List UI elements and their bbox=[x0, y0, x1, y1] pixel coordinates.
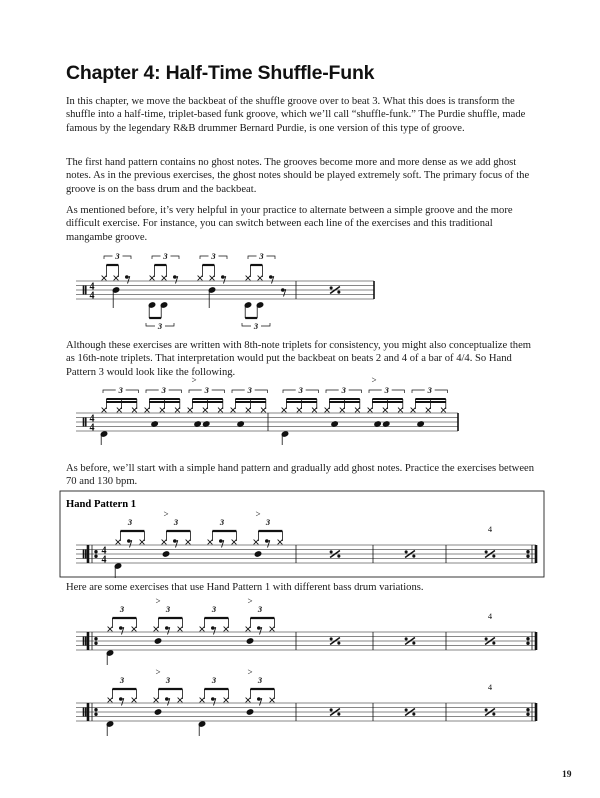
eighth-rest bbox=[212, 627, 216, 635]
accent-mark: > bbox=[371, 375, 377, 385]
tuplet-number: 3 bbox=[157, 321, 163, 332]
staff bbox=[76, 545, 536, 563]
eighth-rest bbox=[258, 627, 262, 635]
tuplet-number: 3 bbox=[211, 604, 217, 614]
time-signature-top: 4 bbox=[89, 413, 95, 425]
tuplet-number: 3 bbox=[165, 604, 171, 614]
time-signature-top: 4 bbox=[101, 545, 107, 557]
cymbal-note-head bbox=[132, 408, 137, 413]
cymbal-note-head bbox=[312, 408, 317, 413]
cymbal-note-head bbox=[398, 408, 403, 413]
snare-drum-note bbox=[246, 709, 253, 715]
accent-mark: > bbox=[247, 667, 253, 677]
paragraph-16th-note-triplets: Although these exercises are written with 8th-note triplets for consistency, you might also conceptualize them as 16th-note triplets. That interpretation would put the backbeat on beats 2 and 4 of a bar of 4/4. So Hand Pattern 3 would look like the following. bbox=[66, 340, 532, 378]
cymbal-note-head bbox=[231, 408, 236, 413]
cymbal-note-head bbox=[162, 540, 167, 545]
cymbal-note-head bbox=[178, 698, 183, 703]
cymbal-note-head bbox=[297, 408, 302, 413]
cymbal-note-head bbox=[261, 408, 266, 413]
tuplet-number: 3 bbox=[163, 251, 168, 262]
accent-mark: > bbox=[191, 375, 197, 385]
cymbal-note-head bbox=[218, 408, 223, 413]
tuplet-number: 3 bbox=[211, 251, 216, 262]
time-signature-bottom: 4 bbox=[89, 290, 95, 302]
repeat-dot bbox=[95, 555, 97, 557]
eighth-rest bbox=[220, 540, 224, 548]
repeat-dot bbox=[95, 713, 97, 715]
cymbal-note-head bbox=[246, 408, 251, 413]
cymbal-note-head bbox=[102, 408, 107, 413]
cymbal-note-head bbox=[117, 408, 122, 413]
tuplet-number: 3 bbox=[161, 385, 166, 396]
cymbal-note-head bbox=[258, 276, 263, 281]
cymbal-note-head bbox=[186, 540, 191, 545]
eighth-rest bbox=[128, 540, 132, 548]
hand-pattern-box-label: Hand Pattern 1 bbox=[66, 499, 137, 510]
accent-mark: > bbox=[247, 596, 253, 606]
staff bbox=[76, 632, 536, 650]
accent-mark: > bbox=[155, 667, 161, 677]
cymbal-note-head bbox=[355, 408, 360, 413]
tuplet-number: 3 bbox=[119, 604, 125, 614]
repeat-dot bbox=[527, 551, 529, 553]
repeat-dot bbox=[527, 555, 529, 557]
tuplet-number: 3 bbox=[211, 675, 217, 685]
cymbal-note-head bbox=[246, 627, 251, 632]
cymbal-note-head bbox=[203, 408, 208, 413]
repeat-dot bbox=[527, 709, 529, 711]
cymbal-note-head bbox=[114, 276, 119, 281]
accent-mark: > bbox=[163, 509, 169, 519]
tuplet-number: 3 bbox=[119, 675, 125, 685]
tuplet-number: 3 bbox=[427, 385, 432, 396]
cymbal-note-head bbox=[108, 698, 113, 703]
tuplet-number: 3 bbox=[165, 675, 171, 685]
chapter-title: Chapter 4: Half-Time Shuffle-Funk bbox=[66, 62, 375, 84]
staff bbox=[76, 703, 536, 721]
cymbal-note-head bbox=[116, 540, 121, 545]
cymbal-note-head bbox=[188, 408, 193, 413]
repeat-dot bbox=[95, 638, 97, 640]
tuplet-number: 3 bbox=[265, 517, 271, 527]
cymbal-note-head bbox=[162, 276, 167, 281]
repeat-dot bbox=[527, 638, 529, 640]
staff bbox=[76, 413, 458, 431]
cymbal-note-head bbox=[282, 408, 287, 413]
eighth-rest bbox=[120, 627, 124, 635]
cymbal-note-head bbox=[278, 540, 283, 545]
time-signature-bottom: 4 bbox=[101, 554, 107, 566]
cymbal-note-head bbox=[132, 698, 137, 703]
eighth-rest bbox=[166, 627, 170, 635]
cymbal-note-head bbox=[198, 276, 203, 281]
tuplet-number: 3 bbox=[127, 517, 133, 527]
cymbal-note-head bbox=[160, 408, 165, 413]
cymbal-note-head bbox=[325, 408, 330, 413]
cymbal-note-head bbox=[145, 408, 150, 413]
snare-drum-note bbox=[154, 638, 161, 644]
tuplet-number: 3 bbox=[204, 385, 209, 396]
cymbal-note-head bbox=[270, 698, 275, 703]
tuplet-number: 3 bbox=[253, 321, 259, 332]
tuplet-number: 3 bbox=[118, 385, 123, 396]
cymbal-note-head bbox=[175, 408, 180, 413]
snare-drum-note bbox=[246, 638, 253, 644]
measure-repeat-count: 4 bbox=[487, 524, 493, 534]
eighth-rest bbox=[270, 276, 274, 284]
cymbal-note-head bbox=[208, 540, 213, 545]
eighth-rest bbox=[174, 276, 178, 284]
repeat-dot bbox=[95, 642, 97, 644]
snare-drum-note bbox=[254, 551, 261, 557]
cymbal-note-head bbox=[178, 627, 183, 632]
eighth-rest bbox=[222, 276, 226, 284]
cymbal-note-head bbox=[102, 276, 107, 281]
cymbal-note-head bbox=[150, 276, 155, 281]
cymbal-note-head bbox=[132, 627, 137, 632]
paragraph-practice-tip: As mentioned before, it’s very helpful in your practice to alternate between a simple groove and the more difficult exercise. For instance, you can switch between each line of the exercises and this traditional mangambe groove. bbox=[66, 205, 513, 243]
eighth-rest bbox=[266, 540, 270, 548]
snare-drum-note bbox=[162, 551, 169, 557]
accent-mark: > bbox=[255, 509, 261, 519]
cymbal-note-head bbox=[210, 276, 215, 281]
cymbal-note-head bbox=[246, 698, 251, 703]
paragraph-ghost-notes: The first hand pattern contains no ghost notes. The grooves become more and more dense as we add ghost notes. As in the previous exercises, the ghost notes should be played extremely soft. The primary focus of the groove is on the bass drum and the backbeat. bbox=[66, 157, 530, 195]
eighth-rest bbox=[120, 698, 124, 706]
measure-repeat-count: 4 bbox=[487, 611, 493, 621]
staff bbox=[76, 281, 374, 299]
paragraph-intro: In this chapter, we move the backbeat of the shuffle groove over to beat 3. What this does is transform the shuffle into a half-time, triplet-based funk groove, which we’ll call “shuffle-funk.” The Purdie shuffle, made famous by the legendary R&B drummer Bernard Purdie, is one version of this type of groove. bbox=[66, 96, 526, 134]
tuplet-number: 3 bbox=[115, 251, 120, 262]
cymbal-note-head bbox=[383, 408, 388, 413]
cymbal-note-head bbox=[224, 627, 229, 632]
cymbal-note-head bbox=[411, 408, 416, 413]
repeat-dot bbox=[527, 642, 529, 644]
cymbal-note-head bbox=[340, 408, 345, 413]
tuplet-number: 3 bbox=[257, 604, 263, 614]
eighth-rest bbox=[126, 276, 130, 284]
eighth-rest bbox=[166, 698, 170, 706]
tuplet-number: 3 bbox=[298, 385, 303, 396]
tuplet-number: 3 bbox=[259, 251, 264, 262]
tuplet-number: 3 bbox=[384, 385, 389, 396]
cymbal-note-head bbox=[108, 627, 113, 632]
repeat-dot bbox=[527, 713, 529, 715]
cymbal-note-head bbox=[200, 627, 205, 632]
eighth-rest bbox=[174, 540, 178, 548]
eighth-rest bbox=[282, 289, 286, 297]
cymbal-note-head bbox=[154, 698, 159, 703]
time-signature-bottom: 4 bbox=[89, 422, 95, 434]
cymbal-note-head bbox=[246, 276, 251, 281]
repeat-dot bbox=[95, 551, 97, 553]
tuplet-number: 3 bbox=[341, 385, 346, 396]
accent-mark: > bbox=[155, 596, 161, 606]
eighth-rest bbox=[258, 698, 262, 706]
paragraph-bass-drum-variations: Here are some exercises that use Hand Pattern 1 with different bass drum variations. bbox=[66, 582, 424, 593]
time-signature-top: 4 bbox=[89, 281, 95, 293]
cymbal-note-head bbox=[200, 698, 205, 703]
cymbal-note-head bbox=[368, 408, 373, 413]
cymbal-note-head bbox=[254, 540, 259, 545]
paragraph-tempo: As before, we’ll start with a simple hand pattern and gradually add ghost notes. Practice the exercises between 70 and 130 bpm. bbox=[66, 463, 535, 488]
cymbal-note-head bbox=[232, 540, 237, 545]
cymbal-note-head bbox=[140, 540, 145, 545]
tuplet-number: 3 bbox=[247, 385, 252, 396]
cymbal-note-head bbox=[154, 627, 159, 632]
page-number: 19 bbox=[562, 770, 572, 780]
tuplet-number: 3 bbox=[173, 517, 179, 527]
cymbal-note-head bbox=[426, 408, 431, 413]
eighth-rest bbox=[212, 698, 216, 706]
cymbal-note-head bbox=[441, 408, 446, 413]
tuplet-number: 3 bbox=[257, 675, 263, 685]
cymbal-note-head bbox=[224, 698, 229, 703]
measure-repeat-count: 4 bbox=[487, 682, 493, 692]
cymbal-note-head bbox=[270, 627, 275, 632]
repeat-dot bbox=[95, 709, 97, 711]
snare-drum-note bbox=[154, 709, 161, 715]
tuplet-number: 3 bbox=[219, 517, 225, 527]
